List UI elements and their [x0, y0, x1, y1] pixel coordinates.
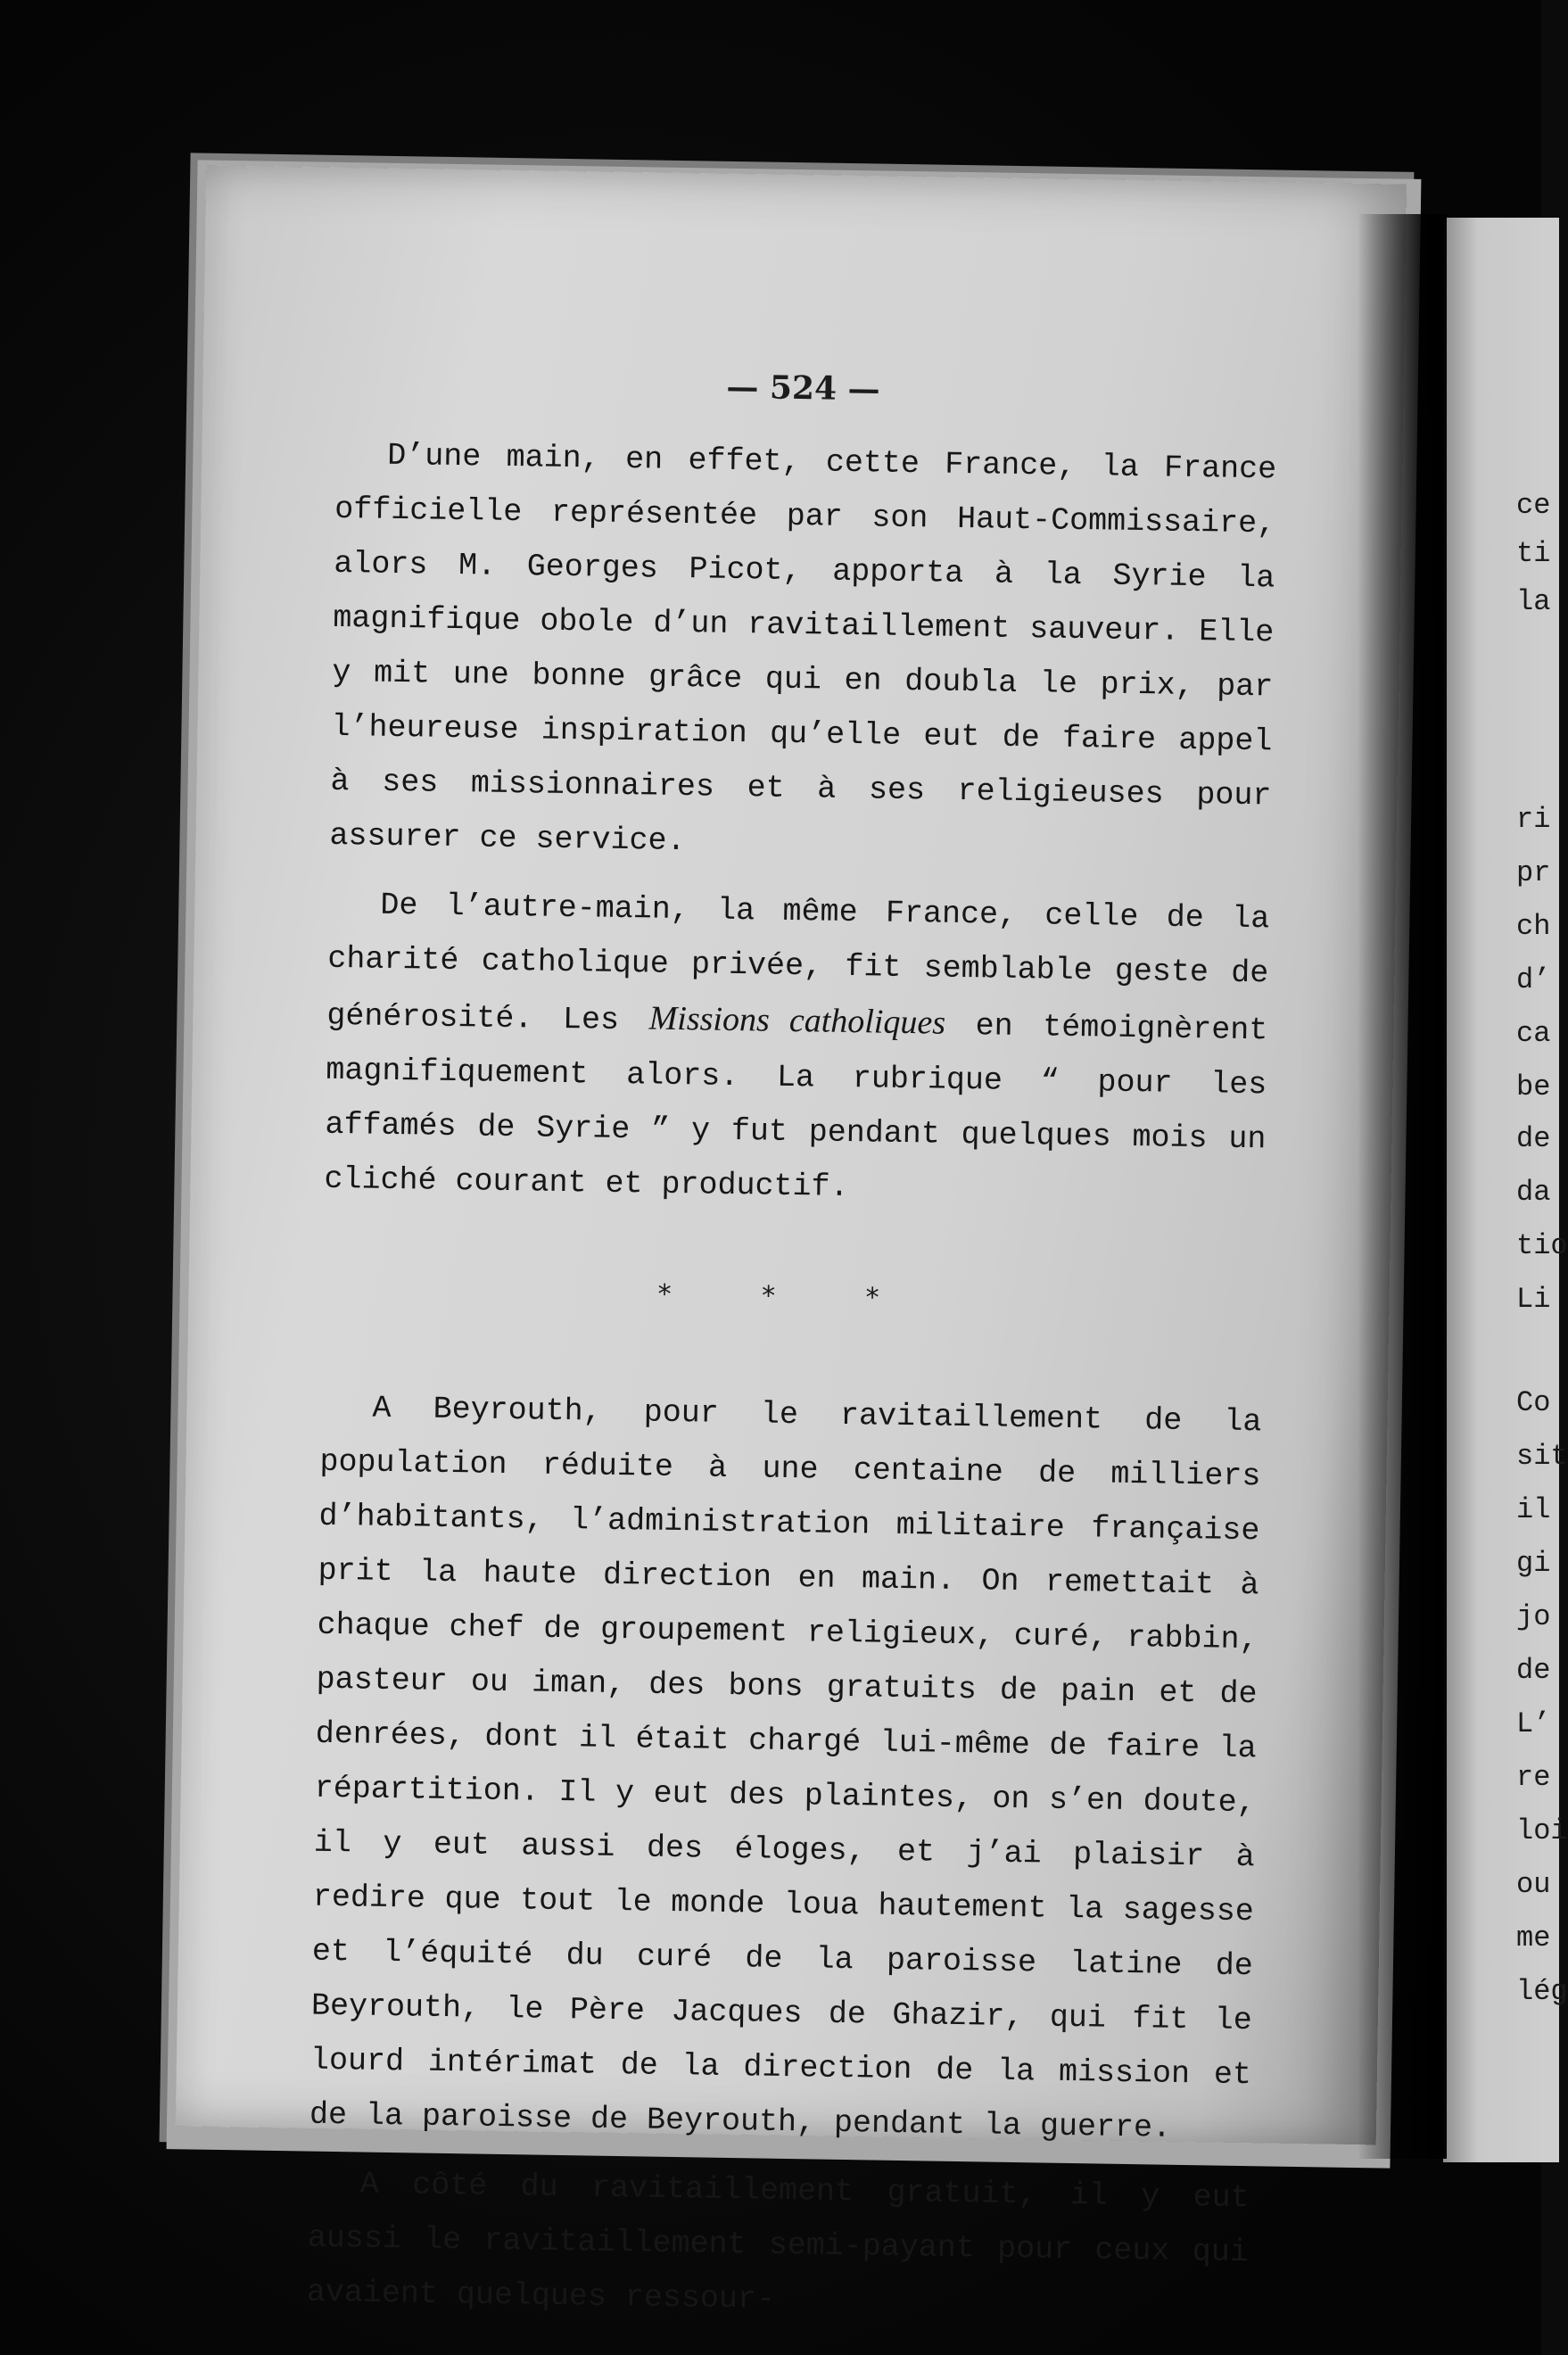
paragraph-2-start: De l’autre-main, la même France, celle de la charité catholique privée, fit semblable geste de générosité. Les [326, 887, 1270, 1039]
book-page [176, 166, 1407, 2318]
facing-page-fragment: ri [1516, 803, 1551, 836]
paragraph-4: A côté du ravitaillement gratuit, il y eut aussi le ravitaillement semi-payant pour ceux qui avaient quelques ressour- [306, 2166, 1250, 2318]
facing-page-fragment: ou [1516, 1868, 1551, 1901]
facing-page-fragment: lég [1516, 1975, 1568, 2008]
facing-page-fragment: Li [1516, 1283, 1551, 1316]
page-number: — 524 — [726, 368, 880, 409]
facing-page-fragment: sit [1516, 1440, 1568, 1473]
facing-page-fragment: pr [1516, 856, 1551, 889]
facing-page-fragment: loi [1516, 1814, 1568, 1847]
facing-page-fragment: ti [1516, 537, 1551, 570]
gutter-shadow [1358, 214, 1447, 2159]
facing-page-fragment: ca [1516, 1017, 1551, 1050]
facing-page-fragment: be [1516, 1070, 1551, 1103]
paragraph-1: D’une main, en effet, cette France, la France officielle représentée par son Haut-Commissaire, alors M. Georges Picot, apporta à la Syrie la magnifique obole d’un ravitaillement sauveur. Elle y mit une bonne grâce qui en doubla le prix, par l’heureuse inspiration qu’elle eut de faire appel à ses missionnaires et à ses religieuses pour assurer ce service. [329, 437, 1277, 860]
facing-page-fragment: la [1516, 585, 1551, 618]
facing-page-fragment: tio [1516, 1229, 1568, 1262]
facing-page-fragment: il [1516, 1493, 1551, 1526]
facing-page-fragment: me [1516, 1921, 1551, 1954]
facing-page-fragment: d’ [1516, 963, 1551, 996]
text-block-top [324, 428, 1277, 1235]
paragraph-2-end: en témoignèrent magnifiquement alors. La rubrique “ pour les affamés de Syrie ” y fut pendant quelques mois un cliché courant et productif. [324, 1007, 1268, 1206]
facing-page-fragment: L’ [1516, 1707, 1551, 1740]
facing-page-fragment: ch [1516, 910, 1551, 943]
facing-page-fragment: ce [1516, 489, 1551, 522]
section-separator: * * * [657, 1278, 920, 1315]
facing-page-fragment: de [1516, 1122, 1551, 1155]
journal-title: Missions catholiques [648, 999, 946, 1042]
paragraph-2 [324, 878, 1270, 1222]
facing-page-fragment: Co [1516, 1386, 1551, 1419]
facing-page-fragment: da [1516, 1176, 1551, 1209]
facing-page-fragment: re [1516, 1761, 1551, 1794]
facing-page-fragment: jo [1516, 1600, 1551, 1633]
facing-page-fragment: gi [1516, 1547, 1551, 1580]
text-block-bottom [306, 1381, 1262, 2349]
paragraph-3: A Beyrouth, pour le ravitaillement de la population réduite à une centaine de milliers d’habitants, l’administration militaire française prit la haute direction en main. On remettait à chaque chef de groupement religieux, curé, rabbin, pasteur ou iman, des bons gratuits de pain et de denrées, dont il était chargé lui-même de faire la répartition. Il y eut des plaintes, on s’en doute, il y eut aussi des éloges, et j’ai plaisir à redire que tout le monde loua hautement la sagesse et l’équité du curé de la paroisse latine de Beyrouth, le Père Jacques de Ghazir, qui fit le lourd intérimat de la direction de la mission et de la paroisse de Beyrouth, pendant la guerre. [309, 1390, 1262, 2146]
facing-page-fragment: de [1516, 1654, 1551, 1687]
